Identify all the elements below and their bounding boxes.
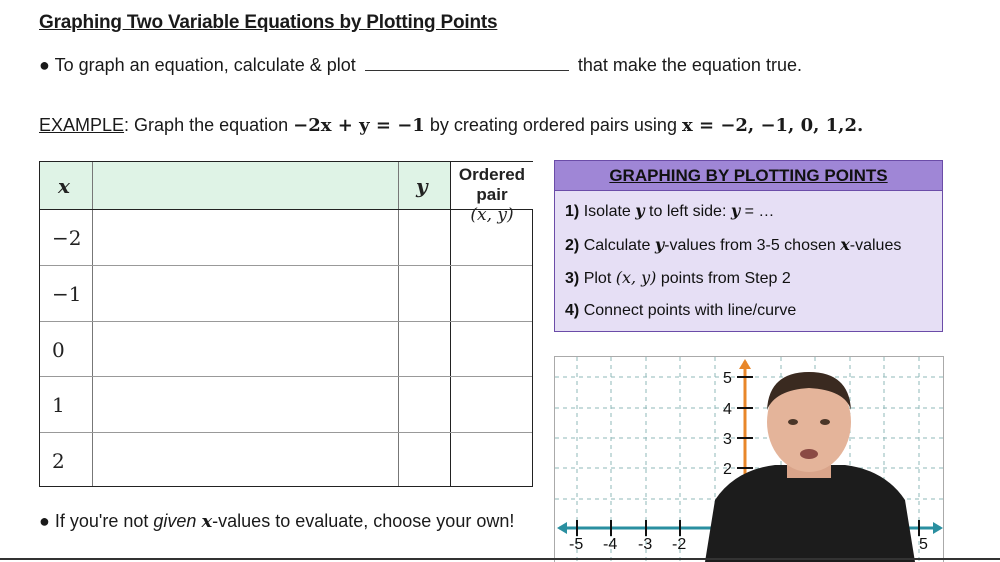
pair-cell[interactable] xyxy=(451,433,533,486)
header-work-cell xyxy=(93,162,399,209)
header-pair-line1: Ordered pair xyxy=(458,165,526,204)
note-text-post: -values to evaluate, choose your own! xyxy=(212,511,515,531)
work-cell[interactable] xyxy=(93,433,399,486)
presenter-video-overlay xyxy=(705,370,915,562)
work-cell[interactable] xyxy=(93,377,399,432)
step-eq-rest: = … xyxy=(740,203,775,220)
x-tick-label: -3 xyxy=(638,536,653,553)
bullet-dot: ● xyxy=(39,55,50,75)
step-text: Isolate xyxy=(583,203,636,220)
pair-cell[interactable] xyxy=(451,210,533,265)
y-cell[interactable] xyxy=(399,433,451,486)
step-number: 2) xyxy=(565,237,580,254)
y-cell[interactable] xyxy=(399,210,451,265)
y-tick-label: 5 xyxy=(723,370,732,387)
step-text: to left side: xyxy=(644,203,731,220)
header-x-cell xyxy=(40,162,93,209)
example-equation: −2x + y = −1 xyxy=(293,115,425,136)
work-cell[interactable] xyxy=(93,210,399,265)
y-cell[interactable] xyxy=(399,322,451,376)
table-row xyxy=(40,266,532,322)
fill-in-blank xyxy=(365,54,569,71)
pair-cell[interactable] xyxy=(451,322,533,376)
note-given: given xyxy=(153,511,197,531)
step-eq: x xyxy=(840,235,850,254)
step-number: 1) xyxy=(565,203,580,220)
step-eq: y xyxy=(730,201,741,220)
step-text: Plot xyxy=(583,270,616,287)
step-text: -values from 3-5 chosen xyxy=(664,237,841,254)
work-cell[interactable] xyxy=(93,322,399,376)
pair-cell[interactable] xyxy=(451,266,533,321)
step-var: y xyxy=(654,235,665,254)
table-row xyxy=(40,322,532,377)
y-tick-label: 3 xyxy=(723,431,732,448)
x-tick-label: -5 xyxy=(569,536,584,553)
instruction-text-before: To graph an equation, calculate & plot xyxy=(54,55,356,75)
page-title: Graphing Two Variable Equations by Plotting Points xyxy=(39,12,498,33)
step-4 xyxy=(565,302,796,320)
step-var: y xyxy=(635,201,645,220)
example-x-values: x = −2, −1, 0, 1,2. xyxy=(681,115,864,136)
step-text: points from Step 2 xyxy=(656,270,791,287)
step-1 xyxy=(565,201,774,221)
table-row xyxy=(40,377,532,433)
header-y: y xyxy=(416,174,428,198)
ordered-pairs-table xyxy=(39,161,533,487)
y-cell[interactable] xyxy=(399,266,451,321)
instruction-text-after: that make the equation true. xyxy=(577,55,802,75)
work-cell[interactable] xyxy=(93,266,399,321)
header-y-cell xyxy=(399,162,451,209)
example-label: EXAMPLE xyxy=(39,115,125,135)
bottom-divider xyxy=(0,558,1000,560)
step-text: Connect points with line/curve xyxy=(583,302,797,319)
y-cell[interactable] xyxy=(399,377,451,432)
table-header-row xyxy=(40,162,532,225)
step-2 xyxy=(565,235,901,255)
step-number: 3) xyxy=(565,270,580,287)
x-value: 1 xyxy=(52,393,65,417)
choose-values-note xyxy=(39,511,514,532)
step-text: Calculate xyxy=(583,237,655,254)
example-text-1: : Graph the equation xyxy=(124,115,294,135)
x-tick-label: 5 xyxy=(919,536,928,553)
note-text-pre: If you're not xyxy=(54,511,154,531)
y-tick-label: 4 xyxy=(723,401,732,418)
note-var: x xyxy=(201,511,213,532)
x-tick-label: -2 xyxy=(672,536,687,553)
plotting-points-title: GRAPHING BY PLOTTING POINTS xyxy=(555,161,942,191)
plotting-points-box xyxy=(554,160,943,332)
header-pair-line2: (x, y) xyxy=(470,205,514,225)
step-number: 4) xyxy=(565,302,580,319)
step-eq-rest: -values xyxy=(849,237,902,254)
instruction-bullet xyxy=(39,54,802,76)
table-row xyxy=(40,210,532,266)
x-value: 0 xyxy=(52,338,65,362)
example-text-2: by creating ordered pairs using xyxy=(424,115,682,135)
step-var: (x, y) xyxy=(615,268,657,287)
pair-cell[interactable] xyxy=(451,377,533,432)
x-tick-label: -4 xyxy=(603,536,618,553)
example-line xyxy=(39,115,863,136)
header-x: x xyxy=(58,174,70,198)
y-tick-label: 2 xyxy=(723,461,732,478)
x-value: −1 xyxy=(52,282,82,306)
x-value: 2 xyxy=(52,449,65,473)
step-3 xyxy=(565,268,791,288)
header-pair-cell xyxy=(451,162,533,225)
table-row xyxy=(40,433,532,486)
bullet-dot: ● xyxy=(39,511,50,531)
x-value: −2 xyxy=(52,226,82,250)
